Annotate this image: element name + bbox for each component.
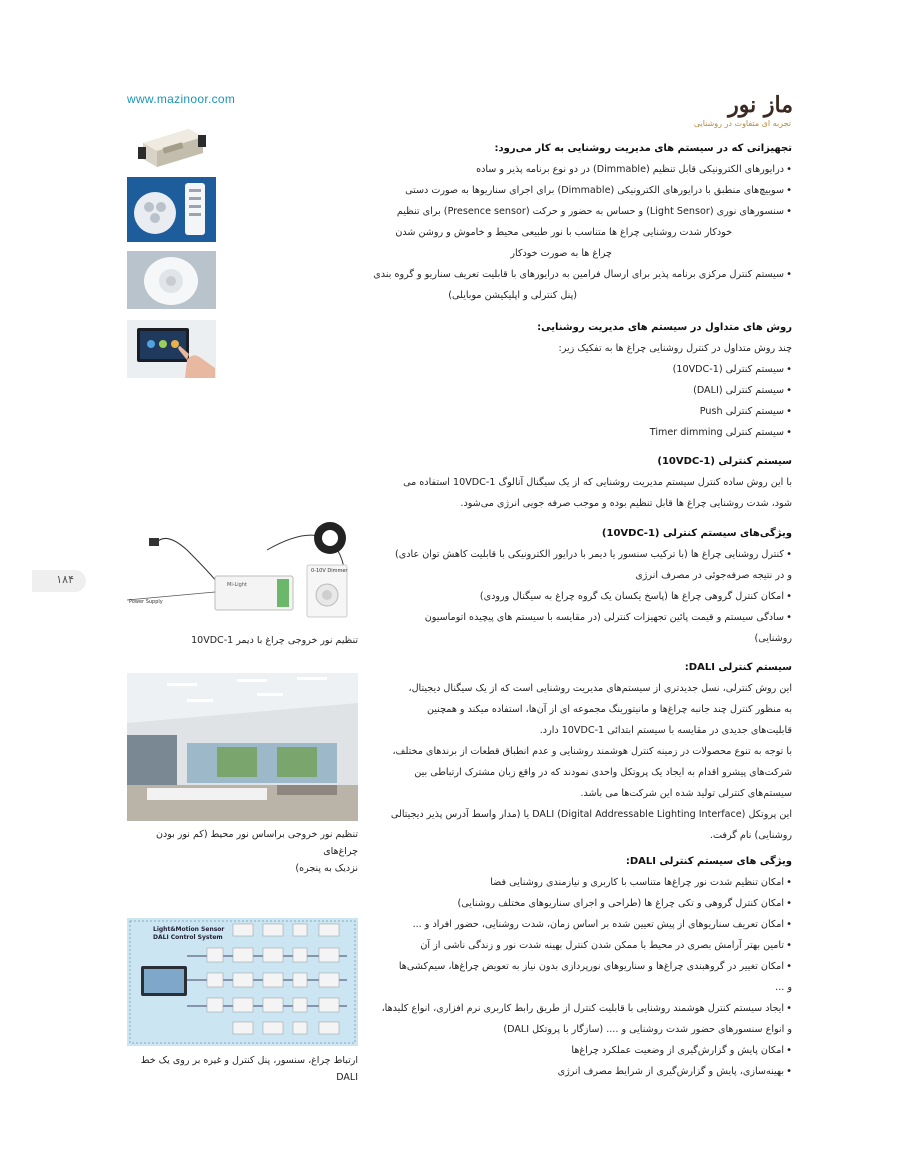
dali-feature-5-cont: و ... [775,982,792,993]
dimmer-label: 0-10V Dimmer [311,568,348,574]
dali-feature-6-cont: و انواع سنسورهای حضور شدت روشنایی و .... (سازگار با پروتکل DALI) [503,1024,792,1035]
methods-title: روش های متداول در سیستم های مدیریت روشنایی: [537,322,792,333]
dimmer-brand-label: Mi-Light [227,582,247,588]
office-caption-line1: تنظیم نور خروجی براساس نور محیط (کم نور بودن چراغ‌های [156,829,358,857]
touch-panel-image [127,320,216,378]
methods-section [372,317,792,443]
analog-feature-3-cont: روشنایی) [754,633,792,644]
dali-line-6: سیستم‌های کنترلی تولید شده این شرکت‌ها می باشد. [580,788,792,799]
equipment-item-2: • سوییچ‌های منطبق با درایورهای الکترونیکی (Dimmable) برای اجرای سناریوها به صورت دستی [372,180,792,201]
equipment-section [372,138,792,306]
logo-tagline: تجربه ای متفاوت در روشنایی [693,119,791,128]
analog-feature-1: • کنترل روشنایی چراغ ها (با ترکیب سنسور یا دیمر با درایور الکترونیکی با قابلیت کاهش توان عادی) [372,544,792,565]
analog-features-title: ویژگی‌های سیستم کنترلی (1-10VDC) [601,528,792,539]
analog-p2: شود، شدت روشنایی چراغ ها قابل تنظیم بوده و موجب صرفه جویی انرژی می‌شود. [460,498,792,509]
analog-feature-2: • امکان کنترل گروهی چراغ ها (پاسخ یکسان یک گروه چراغ به سیگنال ورودی) [372,586,792,607]
dali-feature-8: • بهینه‌سازی، پایش و گزارش‌گیری از شرایط مصرف انرژی [372,1061,792,1082]
dali-line-7: این پروتکل DALI (Digital Addressable Lighting Interface) یا (مدار واسط آدرس پذیر دیجیتالی [390,809,792,820]
page-number: ۱۸۴ [56,573,74,586]
dali-line-8: روشنایی) نام گرفت. [709,830,792,841]
dali-line-5: شرکت‌های پیشرو اقدام به ایجاد یک پروتکل واحدی نمودند که در واقع زبان مشترک ارتباطی بین [414,767,792,778]
dali-diagram-image [127,918,358,1046]
methods-item-4: • سیستم کنترلی Timer dimming [372,422,792,443]
methods-intro: چند روش متداول در کنترل روشنایی چراغ ها به تفکیک زیر: [558,343,792,354]
dali-diagram-title1: Light&Motion Sensor [153,926,225,933]
office-caption [127,826,358,877]
analog-feature-3: • سادگی سیستم و قیمت پائین تجهیزات کنترلی (در مقایسه با سیستم های پیچیده اتوماسیون [372,607,792,628]
methods-item-3: • سیستم کنترلی Push [372,401,792,422]
analog-section [372,451,792,514]
dali-line-4: با توجه به تنوع محصولات در زمینه کنترل هوشمند روشنایی و عدم انطباق قطعات از برندهای مختلف، [392,746,792,757]
equipment-item-4-cont: (پنل کنترلی و اپلیکیشن موبایلی) [448,290,577,301]
power-supply-label: Power Supply [129,599,163,605]
website-url[interactable]: www.mazinoor.com [127,92,236,106]
analog-features-section [372,523,792,649]
methods-item-1: • سیستم کنترلی (1-10VDC) [372,359,792,380]
dali-feature-5: • امکان تغییر در گروهبندی چراغ‌ها و سناریوهای نورپردازی بدون نیاز به تعویض چراغ‌ها، سیم‌کشی‌ها [372,956,792,977]
dali-feature-1: • امکان تنظیم شدت نور چراغ‌ها متناسب با کاربری و نیازمندی روشنایی فضا [372,872,792,893]
dimmer-wiring-image [127,520,358,627]
dali-caption: ارتباط چراغ، سنسور، پنل کنترل و غیره بر روی یک خط DALI [140,1055,358,1083]
methods-item-2: • سیستم کنترلی (DALI) [372,380,792,401]
dali-line-3: قابلیت‌های جدیدی در مقایسه با سیستم ابتدائی 1-10VDC دارد. [539,725,792,736]
dali-feature-4: • تامین بهتر آرامش بصری در محیط با ممکن شدن کنترل بهینه شدت نور و زندگی ناشی از آن [372,935,792,956]
equipment-item-3: • سنسورهای نوری (Light Sensor) و حساس به حضور و حرکت (Presence sensor) برای تنظیم [372,201,792,222]
dali-feature-7: • امکان پایش و گزارش‌گیری از وضعیت عملکرد چراغ‌ها [372,1040,792,1061]
equipment-item-1: • درایورهای الکترونیکی قابل تنظیم (Dimmable) در دو نوع برنامه پذیر و ساده [372,159,792,180]
equipment-item-4: • سیستم کنترل مرکزی برنامه پذیر برای ارسال فرامین به درایورهای با قابلیت تعریف سناریو و گروه بندی [372,264,792,285]
equipment-item-3-cont1: خودکار شدت روشنایی چراغ ها متناسب با نور طبیعی محیط و خاموش و روشن شدن [395,227,732,238]
dali-feature-6: • ایجاد سیستم کنترل هوشمند روشنایی با قابلیت کنترل از طریق رابط کاربری نرم افزاری، انواع کلیدها، [372,998,792,1019]
dali-diagram-title2: DALI Control System [153,934,223,941]
analog-feature-1-cont: و در نتیجه صرفه‌جوئی در مصرف انرژی [635,570,792,581]
office-lighting-image [127,673,358,821]
dali-feature-3: • امکان تعریف سناریوهای از پیش تعیین شده بر اساس زمان، شدت روشنایی، حضور افراد و ... [372,914,792,935]
office-caption-line2: نزدیک به پنجره) [295,863,358,874]
dali-features-title: ویژگی های سیستم کنترلی DALI: [625,856,792,867]
dali-section [372,657,792,846]
ceiling-sensor-image [127,251,216,309]
equipment-title: تجهیزاتی که در سیستم های مدیریت روشنایی به کار می‌رود: [494,143,792,154]
equipment-item-3-cont2: چراغ ها به صورت خودکار [510,248,612,259]
brand-logo [693,92,797,134]
dali-feature-2: • امکان کنترل گروهی و تکی چراغ ها (طراحی و اجرای سناریوهای مختلف روشنایی) [372,893,792,914]
switch-panel-image [127,177,216,242]
analog-p1: با این روش ساده کنترل سیستم مدیریت روشنایی که از یک سیگنال آنالوگ 1-10VDC استفاده می [403,477,792,488]
dali-title: سیستم کنترلی DALI: [684,662,792,673]
dimmer-caption: تنظیم نور خروجی چراغ با دیمر 1-10VDC [191,635,358,646]
logo-wordmark: ماز نور [728,92,793,118]
dali-features-section [372,851,792,1082]
dali-line-1: این روش کنترلی، نسل جدیدتری از سیستم‌های مدیریت روشنایی است که از یک سیگنال دیجیتال، [408,683,792,694]
driver-image [137,121,207,171]
dali-line-2: به منظور کنترل چند جانبه چراغ‌ها و مانیتورینگ مجموعه ای از آن‌ها، استفاده میکند و همچنین [426,704,792,715]
analog-title: سیستم کنترلی (1-10VDC) [657,456,792,467]
page-number-tab [32,570,86,592]
